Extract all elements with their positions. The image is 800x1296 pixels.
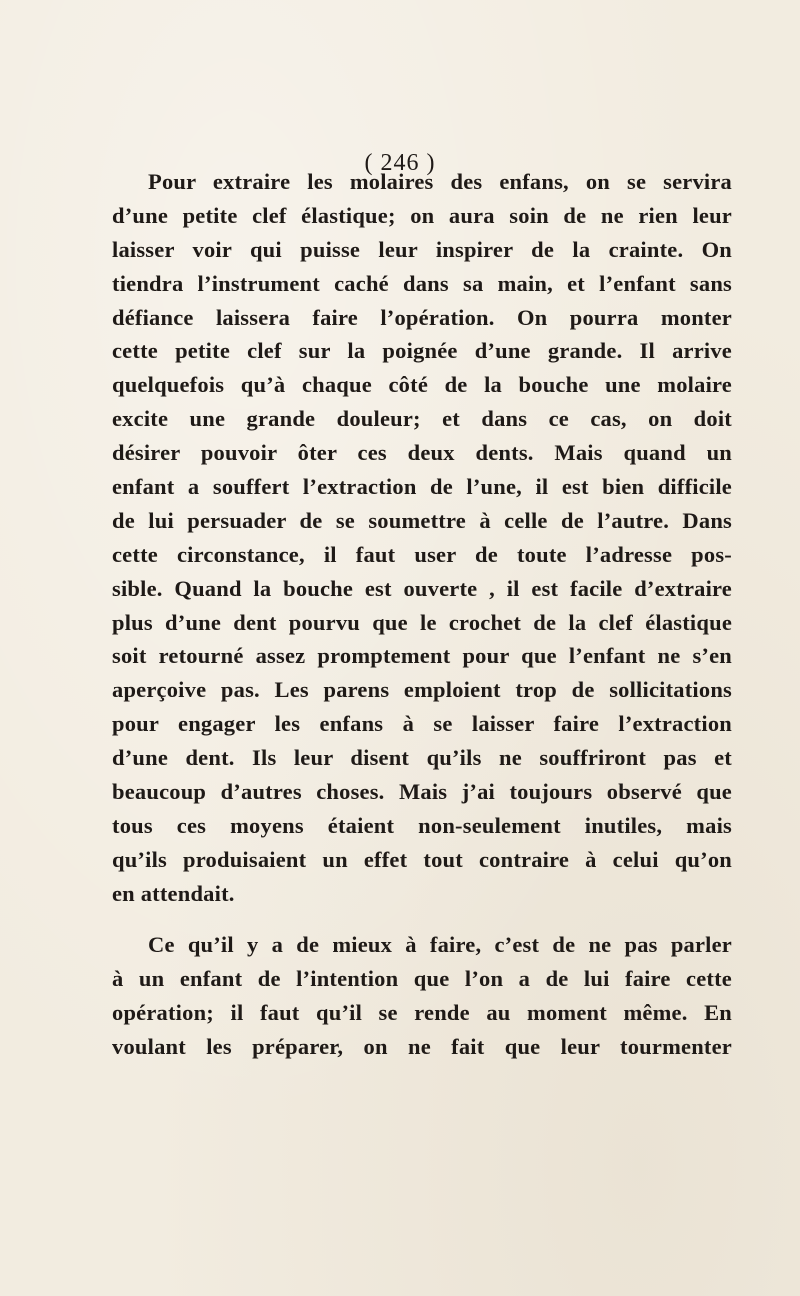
text-line: tous ces moyens étaient non-seulement inutiles, mais [112,812,732,838]
text-line: voulant les préparer, on ne fait que leur tourmenter [112,1033,732,1059]
text-line: pour engager les enfans à se laisser faire l’extraction [112,711,732,737]
text-line: d’une dent. Ils leur disent qu’ils ne souffriront pas et [112,745,732,771]
text-line: beaucoup d’autres choses. Mais j’ai toujours observé que [112,779,732,805]
text-line: enfant a souffert l’extraction de l’une, il est bien difficile [112,474,732,500]
text-line: excite une grande douleur; et dans ce cas, on doit [112,406,732,432]
paragraph-2 [112,928,732,1064]
text-line: cette petite clef sur la poignée d’une grande. Il arrive [112,338,732,364]
page-number: ( 246 ) [364,150,436,176]
text-line: cette circonstance, il faut user de toute l’adresse pos- [112,541,732,567]
text-line: Ce qu’il y a de mieux à faire, c’est de ne pas parler [148,932,732,957]
text-line: plus d’une dent pourvu que le crochet de la clef élastique [112,609,732,635]
text-line: quelquefois qu’à chaque côté de la bouche une molaire [112,372,732,398]
text-line: tiendra l’instrument caché dans sa main, et l’enfant sans [112,270,732,296]
text-line: défiance laissera faire l’opération. On pourra monter [112,304,732,330]
text-line: laisser voir qui puisse leur inspirer de la crainte. On [112,236,732,262]
text-line: de lui persuader de se soumettre à celle de l’autre. Dans [112,507,732,533]
text-line: en attendait. [112,880,235,906]
text-line: opération; il faut qu’il se rende au moment même. En [112,999,732,1025]
text-line: sible. Quand la bouche est ouverte , il est facile d’extraire [112,575,732,601]
text-line: soit retourné assez promptement pour que l’enfant ne s’en [112,643,732,669]
paragraph-1 [112,165,732,911]
text-line: à un enfant de l’intention que l’on a de lui faire cette [112,965,732,991]
text-line: Pour extraire les molaires des enfans, on se servira [148,169,732,194]
text-line: désirer pouvoir ôter ces deux dents. Mais quand un [112,440,732,466]
text-line: aperçoive pas. Les parens emploient trop de sollicitations [112,677,732,703]
text-line: qu’ils produisaient un effet tout contraire à celui qu’on [112,846,732,872]
text-line: d’une petite clef élastique; on aura soin de ne rien leur [112,202,732,228]
